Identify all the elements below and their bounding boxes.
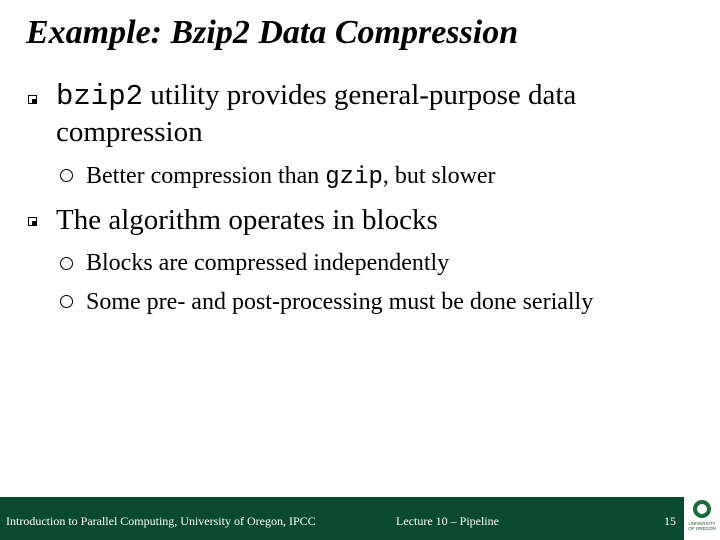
bullet-1-text: utility provides general-purpose data bbox=[143, 79, 577, 111]
footer bbox=[0, 497, 720, 540]
footer-bar bbox=[0, 497, 684, 540]
page-number: 15 bbox=[664, 514, 676, 528]
square-bullet-icon bbox=[28, 95, 37, 104]
sub-bullet-1-code: gzip bbox=[325, 164, 383, 191]
circle-bullet-icon bbox=[60, 295, 73, 308]
university-logo bbox=[684, 497, 720, 540]
sub-bullet-1 bbox=[86, 161, 496, 193]
bullet-2: The algorithm operates in blocks bbox=[56, 204, 438, 236]
sub-bullet-1-suffix: , but slower bbox=[382, 163, 496, 189]
circle-bullet-icon bbox=[60, 257, 73, 270]
bullet-1-continuation: compression bbox=[56, 116, 203, 148]
oregon-o-icon bbox=[693, 500, 711, 518]
logo-text: UNIVERSITY OF OREGON bbox=[688, 521, 716, 531]
square-bullet-icon bbox=[28, 217, 37, 226]
footer-course: Introduction to Parallel Computing, University of Oregon, IPCC bbox=[6, 514, 316, 528]
bullet-1 bbox=[56, 77, 576, 115]
sub-bullet-3: Some pre- and post-processing must be done serially bbox=[86, 289, 594, 315]
circle-bullet-icon bbox=[60, 169, 73, 182]
bullet-1-code: bzip2 bbox=[56, 80, 144, 113]
footer-lecture: Lecture 10 – Pipeline bbox=[396, 514, 499, 528]
sub-bullet-1-prefix: Better compression than bbox=[86, 163, 326, 189]
sub-bullet-2: Blocks are compressed independently bbox=[86, 250, 450, 276]
slide-title: Example: Bzip2 Data Compression bbox=[26, 14, 519, 51]
